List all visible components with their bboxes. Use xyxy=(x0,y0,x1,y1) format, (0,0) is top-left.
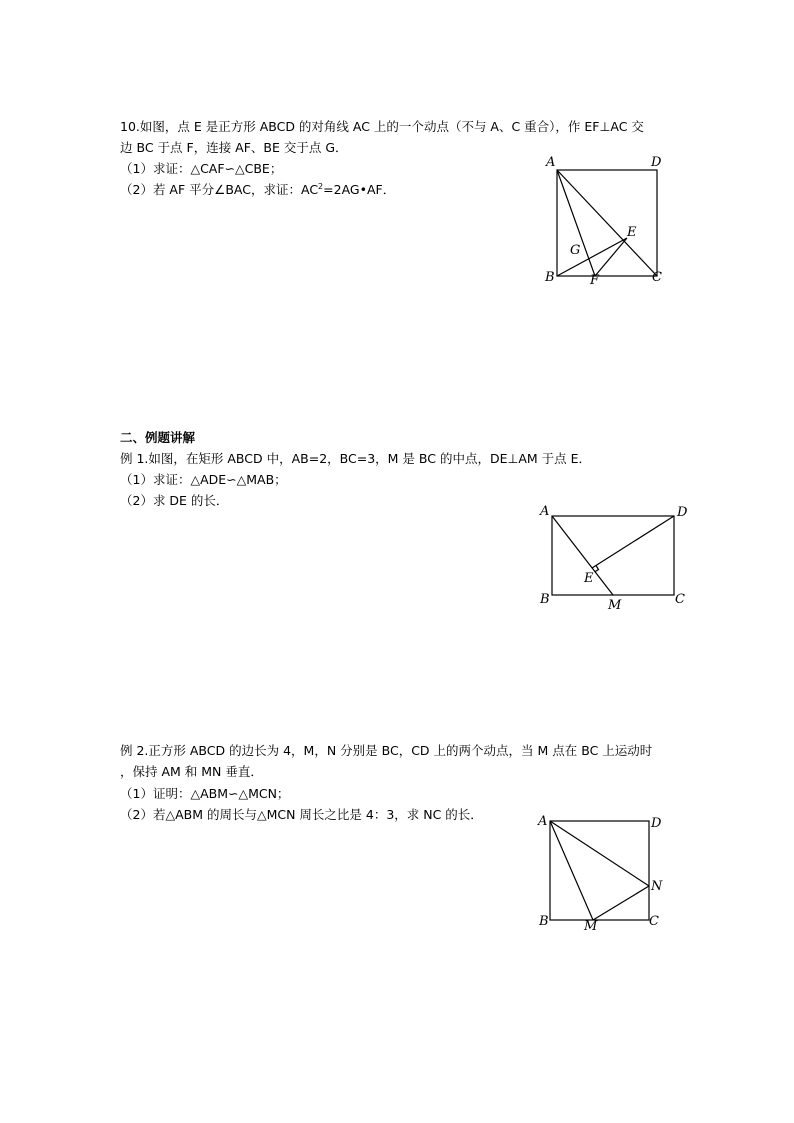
segment-an xyxy=(550,821,649,886)
label-c: C xyxy=(675,592,685,607)
label-b: B xyxy=(545,270,555,285)
example2-question2: （2）若△ABM 的周长与△MCN 周长之比是 4：3，求 NC 的长． xyxy=(120,807,483,822)
problem10-line2: 边 BC 于点 F，连接 AF、BE 交于点 G． xyxy=(120,140,348,155)
label-f: F xyxy=(590,273,600,288)
label-m: M xyxy=(608,598,622,613)
label-c: C xyxy=(652,270,662,285)
segment-af xyxy=(557,170,595,276)
label-b: B xyxy=(540,592,550,607)
label-c: C xyxy=(649,914,659,929)
label-g: G xyxy=(570,243,581,258)
label-n: N xyxy=(651,879,663,894)
problem10-q2-text: （2）若 AF 平分∠BAC，求证：AC xyxy=(120,182,319,197)
label-d: D xyxy=(651,816,662,831)
segment-am xyxy=(550,821,593,920)
label-d: D xyxy=(677,505,688,520)
problem10-line1: 10.如图，点 E 是正方形 ABCD 的对角线 AC 上的一个动点（不与 A、C 重合），作 EF⊥AC 交 xyxy=(120,119,644,134)
problem10-question1: （1）求证：△CAF∽△CBE； xyxy=(120,161,283,176)
problem10-question2 xyxy=(120,180,395,200)
segment-ef xyxy=(595,238,627,276)
problem10-q2-superscript: 2 xyxy=(318,182,324,191)
label-b: B xyxy=(539,914,549,929)
label-m: M xyxy=(584,919,598,934)
problem10-q2-text-end: =2AG•AF． xyxy=(323,182,396,197)
segment-be xyxy=(557,238,627,276)
example1-line1: 例 1.如图，在矩形 ABCD 中，AB=2，BC=3，M 是 BC 的中点，DE⊥AM 于点 E． xyxy=(120,451,592,466)
label-e: E xyxy=(584,571,594,586)
example1-question2: （2）求 DE 的长． xyxy=(120,493,229,508)
square-abcd xyxy=(550,821,649,920)
label-a: A xyxy=(540,504,550,519)
example1-question1: （1）求证：△ADE∽△MAB； xyxy=(120,472,287,487)
example1-figure xyxy=(535,500,695,615)
segment-am xyxy=(552,516,613,595)
example2-line2: ，保持 AM 和 MN 垂直． xyxy=(120,764,263,779)
segment-mn xyxy=(593,886,649,920)
segment-de xyxy=(592,516,674,568)
label-a: A xyxy=(546,155,556,170)
problem10-figure xyxy=(540,150,680,290)
diagonal-ac xyxy=(557,170,657,276)
label-e: E xyxy=(627,225,637,240)
label-a: A xyxy=(538,814,548,829)
example2-question1: （1）证明：△ABM∽△MCN； xyxy=(120,786,290,801)
example2-line1: 例 2.正方形 ABCD 的边长为 4，M，N 分别是 BC，CD 上的两个动点，当 M 点在 BC 上运动时 xyxy=(120,743,653,758)
example2-figure xyxy=(535,810,675,935)
section-heading: 二、例题讲解 xyxy=(120,430,196,445)
label-d: D xyxy=(651,155,662,170)
